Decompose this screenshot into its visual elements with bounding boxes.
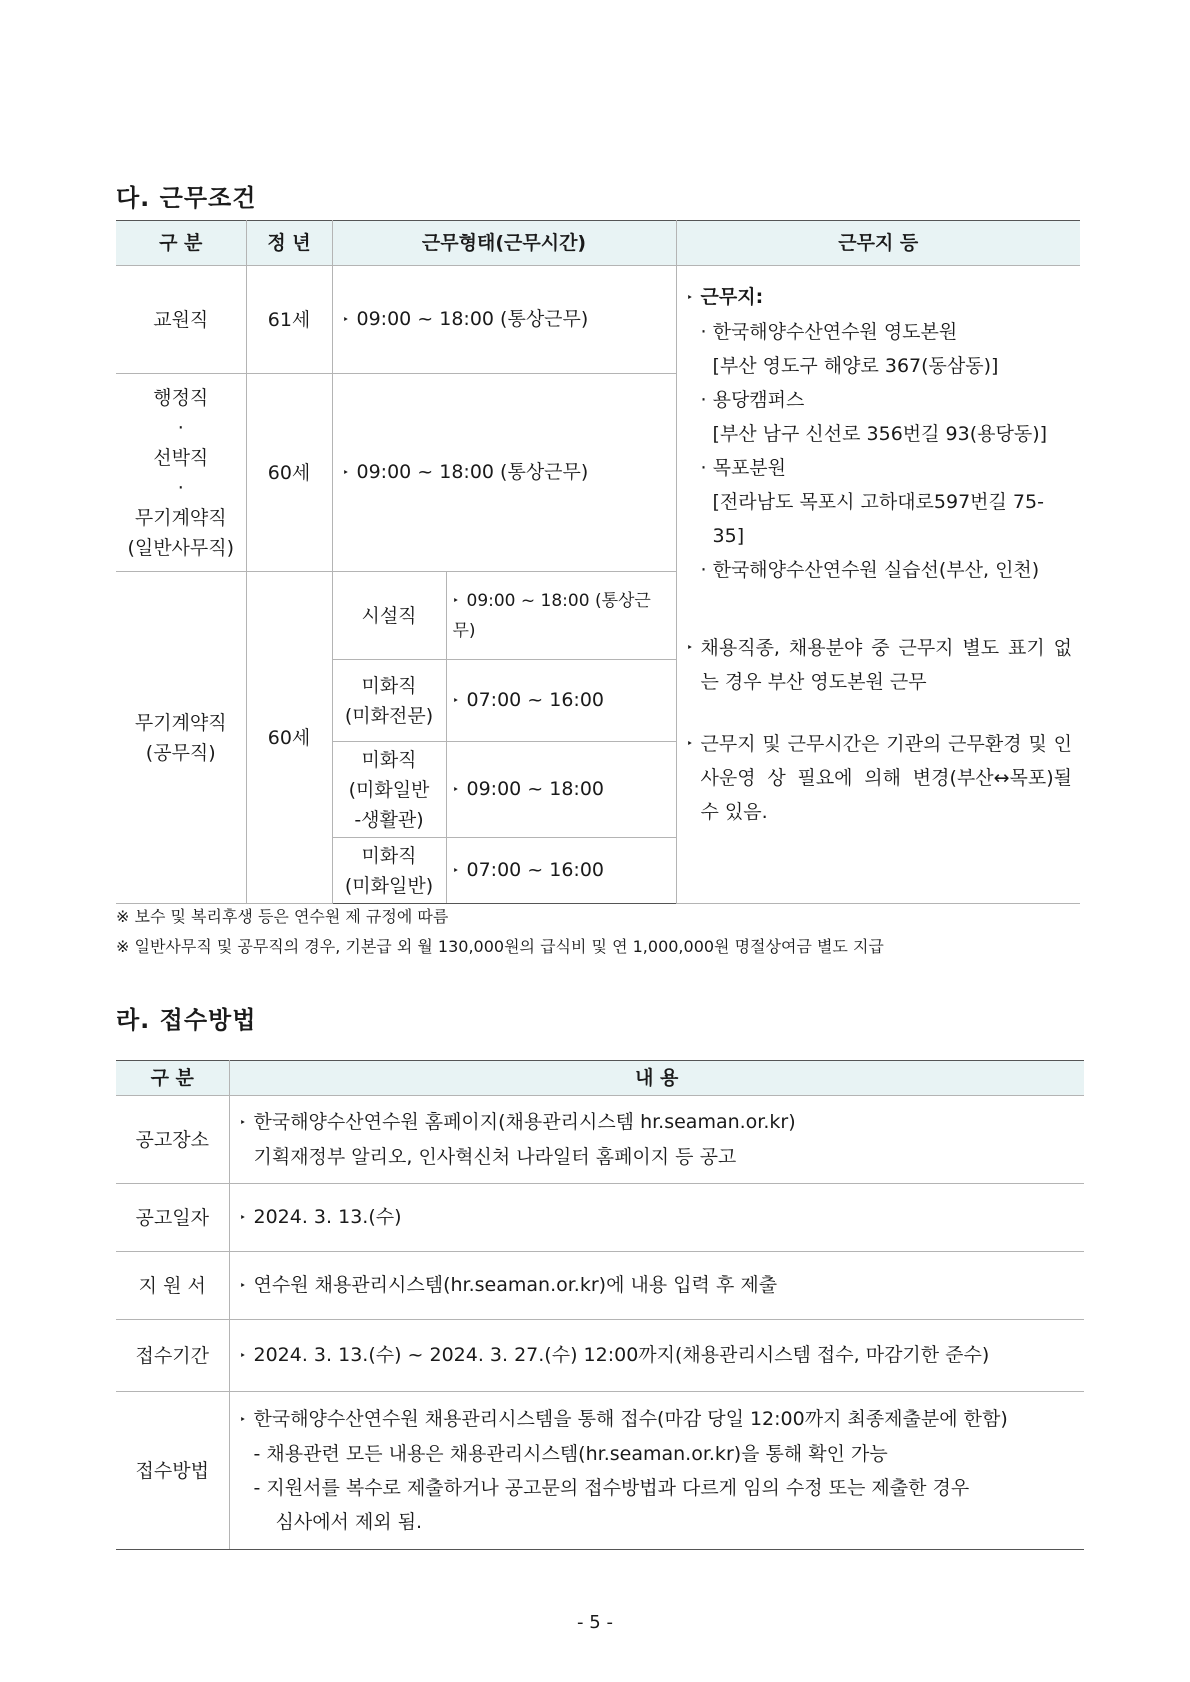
subcategory-cleaning-pro: 미화직 (미화전문) [332,660,446,742]
subcategory-cleaning-general: 미화직 (미화일반) [332,838,446,904]
workplace-item: · 용당캠퍼스 [700,389,805,411]
row-content-posting-date: ‣ 2024. 3. 13.(수) [229,1184,1084,1252]
table-row [116,1392,1084,1550]
workplace-item: · 목포분원 [700,457,787,479]
bullet-icon: ‣ [686,737,694,750]
footnote: ※ 보수 및 복리후생 등은 연수원 제 규정에 따름 [116,907,449,926]
table-header-row [116,1061,1084,1096]
row-content-application-form: ‣ 연수원 채용관리시스템(hr.seaman.or.kr)에 내용 입력 후 제출 [229,1252,1084,1320]
bullet-icon: ‣ [452,694,459,707]
col-header-hours: 근무형태(근무시간) [332,221,676,266]
category-admin: 행정직 · 선박직 · 무기계약직 (일반사무직) [116,374,246,572]
hours-cleaning-dorm: ‣ 09:00 ~ 18:00 [446,742,676,838]
workplace-address: [부산 영도구 해양로 367(동삼동)] [712,355,999,377]
subcategory-cleaning-dorm: 미화직 (미화일반 -생활관) [332,742,446,838]
footnote: ※ 일반사무직 및 공무직의 경우, 기본급 외 월 130,000원의 급식비 및 연 1,000,000원 명절상여금 별도 지급 [116,937,884,956]
col-header-content: 내 용 [229,1061,1084,1096]
col-header-workplace: 근무지 등 [676,221,1080,266]
table-row [116,266,1080,374]
table-row [116,1320,1084,1392]
category-teacher: 교원직 [116,266,246,374]
table-row [116,1184,1084,1252]
table-row [116,1252,1084,1320]
row-label-posting-date: 공고일자 [116,1184,229,1252]
hours-admin: ‣ 09:00 ~ 18:00 (통상근무) [332,374,676,572]
bullet-icon: ‣ [239,1413,246,1426]
bullet-icon: ‣ [239,1116,246,1129]
bullet-icon: ‣ [239,1211,246,1224]
hours-cleaning-pro: ‣ 07:00 ~ 16:00 [446,660,676,742]
bullet-icon: ‣ [239,1279,246,1292]
row-content-application-period: ‣ 2024. 3. 13.(수) ~ 2024. 3. 27.(수) 12:00까지(채용관리시스템 접수, 마감기한 준수) [229,1320,1084,1392]
page-number: - 5 - [577,1612,613,1633]
workplace-item: · 한국해양수산연수원 영도본원 [700,321,958,343]
retirement-teacher: 61세 [246,266,332,374]
bullet-icon: ‣ [452,593,459,607]
section-c-title: 다. 근무조건 [116,184,257,212]
category-public: 무기계약직 (공무직) [116,572,246,904]
workplace-note-1: ‣ 채용직종, 채용분야 중 근무지 별도 표기 없는 경우 부산 영도본원 근무 [687,631,1073,699]
row-label-application-period: 접수기간 [116,1320,229,1392]
hours-cleaning-general: ‣ 07:00 ~ 16:00 [446,838,676,904]
bullet-icon: ‣ [342,313,349,326]
retirement-admin: 60세 [246,374,332,572]
row-content-posting-place: ‣ 한국해양수산연수원 홈페이지(채용관리시스템 hr.seaman.or.kr) 기획재정부 알리오, 인사혁신처 나라일터 홈페이지 등 공고 [229,1096,1084,1184]
bullet-icon: ‣ [452,864,459,877]
row-content-application-method: ‣ 한국해양수산연수원 채용관리시스템을 통해 접수(마감 당일 12:00까지 최종제출분에 한함) - 채용관련 모든 내용은 채용관리시스템(hr.seaman.or.kr)을 통해 확인 가능 - 지원서를 복수로 제출하거나 공고문의 접수방법과 다르게 임의 수정 또는 제출한 경우 심사에서 제외 됨. [229,1392,1084,1550]
bullet-icon: ‣ [686,291,694,304]
subcategory-facility: 시설직 [332,572,446,660]
bullet-icon: ‣ [342,466,349,479]
workplace-note-2: ‣ 근무지 및 근무시간은 기관의 근무환경 및 인사운영 상 필요에 의해 변경(부산↔목포)될 수 있음. [687,727,1073,829]
hours-facility: ‣ 09:00 ~ 18:00 (통상근무) [446,572,676,660]
col-header-category: 구 분 [116,1061,229,1096]
col-header-retirement: 정 년 [246,221,332,266]
bullet-icon: ‣ [239,1349,246,1362]
hours-teacher: ‣ 09:00 ~ 18:00 (통상근무) [332,266,676,374]
table-row [116,1096,1084,1184]
row-label-posting-place: 공고장소 [116,1096,229,1184]
work-conditions-table [116,220,1080,904]
workplace-address: [부산 남구 신선로 356번길 93(용당동)] [712,423,1048,445]
workplace-cell [676,266,1080,904]
table-header-row [116,221,1080,266]
workplace-label: 근무지: [700,286,764,308]
section-d-title: 라. 접수방법 [116,1006,257,1034]
retirement-public: 60세 [246,572,332,904]
workplace-item: · 한국해양수산연수원 실습선(부산, 인천) [700,559,1040,581]
row-label-application-method: 접수방법 [116,1392,229,1550]
bullet-icon: ‣ [452,783,459,796]
bullet-icon: ‣ [686,641,694,654]
application-method-table [116,1060,1084,1550]
col-header-category: 구 분 [116,221,246,266]
workplace-address: [전라남도 목포시 고하대로597번길 75-35] [712,491,1044,547]
row-label-application-form: 지 원 서 [116,1252,229,1320]
